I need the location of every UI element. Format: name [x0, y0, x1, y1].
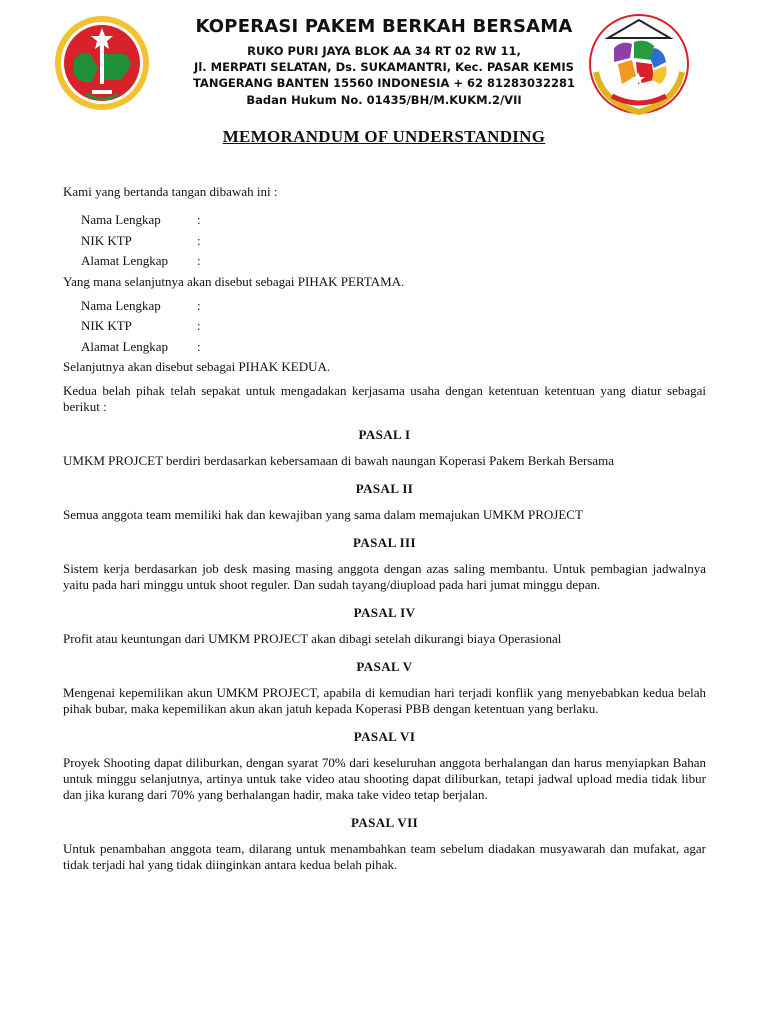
party-two-fields	[81, 298, 706, 360]
party-one-name-field	[81, 212, 706, 233]
document-body	[63, 184, 706, 873]
field-label: Alamat Lengkap	[81, 253, 168, 268]
party-two-name-field	[81, 298, 706, 319]
pasal-text: UMKM PROJCET berdiri berdasarkan kebersamaan di bawah naungan Koperasi Pakem Berkah Bersama	[63, 453, 615, 468]
agreement-paragraph: Kedua belah pihak telah sepakat untuk mengadakan kerjasama usaha dengan ketentuan ketentuan yang diatur sebagai berikut :	[63, 383, 706, 414]
field-colon: :	[197, 318, 201, 333]
pasal-heading: PASAL I	[358, 427, 411, 442]
field-colon: :	[197, 253, 201, 268]
pasal-text: Semua anggota team memiliki hak dan kewajiban yang sama dalam memajukan UMKM PROJECT	[63, 507, 583, 522]
field-label: NIK KTP	[81, 318, 132, 333]
pasal-heading: PASAL VI	[353, 729, 416, 744]
pasal-heading: PASAL IV	[353, 605, 416, 620]
party-one-closing: Yang mana selanjutnya akan disebut sebagai PIHAK PERTAMA.	[63, 273, 405, 289]
koperasi-indonesia-emblem-icon	[52, 14, 152, 112]
pasal-heading: PASAL VII	[350, 815, 419, 830]
pasal-heading: PASAL V	[356, 659, 413, 674]
pasal-text: Mengenai kepemilikan akun UMKM PROJECT, apabila di kemudian hari terjadi konflik yang menyebabkan kedua belah pihak bubar, maka kepemilikan akun akan jatuh kepada Koperasi PBB dengan ketentuan yang berlaku.	[63, 685, 706, 716]
letterhead	[0, 10, 768, 110]
pasal-text: Proyek Shooting dapat diliburkan, dengan syarat 70% dari keseluruhan anggota berhalangan dan harus menyiapkan Bahan untuk minggu selanjutnya, artinya untuk take video atau shooting dapat diliburkan, tetapi jadwal upload media tidak libur dan jika kurang dari 70% yang berhalangan hadir, maka take video tetap berjalan.	[63, 755, 706, 802]
field-colon: :	[197, 297, 201, 313]
intro-paragraph: Kami yang bertanda tangan dibawah ini :	[63, 184, 278, 199]
field-label: Nama Lengkap	[81, 212, 161, 227]
pakem-berkah-bersama-emblem-icon	[588, 12, 690, 116]
legal-registration-line: Badan Hukum No. 01435/BH/M.KUKM.2/VII	[246, 93, 522, 107]
party-one-address-field	[81, 253, 706, 274]
address-line-3: TANGERANG BANTEN 15560 INDONESIA + 62 81283032281	[192, 76, 576, 90]
pasal-text: Sistem kerja berdasarkan job desk masing masing anggota dengan azas saling membantu. Untuk pembagian jadwalnya yaitu pada hari minggu untuk shoot reguler. Dan sudah tayang/diupload pada hari jumat minggu depan.	[63, 561, 706, 592]
address-line-1: RUKO PURI JAYA BLOK AA 34 RT 02 RW 11,	[247, 44, 521, 58]
pasal-heading: PASAL III	[353, 535, 416, 550]
field-label: Nama Lengkap	[81, 297, 161, 313]
party-two-closing: Selanjutnya akan disebut sebagai PIHAK KEDUA.	[63, 359, 331, 374]
pasal-heading: PASAL II	[355, 481, 414, 496]
field-colon: :	[197, 232, 201, 248]
field-colon: :	[197, 212, 201, 227]
document-title: MEMORANDUM OF UNDERSTANDING	[222, 127, 546, 146]
party-one-nik-field	[81, 233, 706, 254]
organization-name: KOPERASI PAKEM BERKAH BERSAMA	[195, 16, 573, 37]
party-two-nik-field	[81, 318, 706, 339]
address-line-2: Jl. MERPATI SELATAN, Ds. SUKAMANTRI, Kec. PASAR KEMIS	[194, 60, 574, 74]
party-one-fields	[81, 212, 706, 274]
party-two-address-field	[81, 339, 706, 360]
field-label: Alamat Lengkap	[81, 338, 168, 354]
field-label: NIK KTP	[81, 232, 132, 248]
field-colon: :	[197, 338, 201, 354]
pasal-text: Profit atau keuntungan dari UMKM PROJECT akan dibagi setelah dikurangi biaya Operasional	[63, 631, 562, 646]
pasal-text: Untuk penambahan anggota team, dilarang untuk menambahkan team sebelum diadakan musyawarah dan mufakat, agar tidak terjadi hal yang tidak diinginkan antara kedua belah pihak.	[63, 841, 706, 872]
